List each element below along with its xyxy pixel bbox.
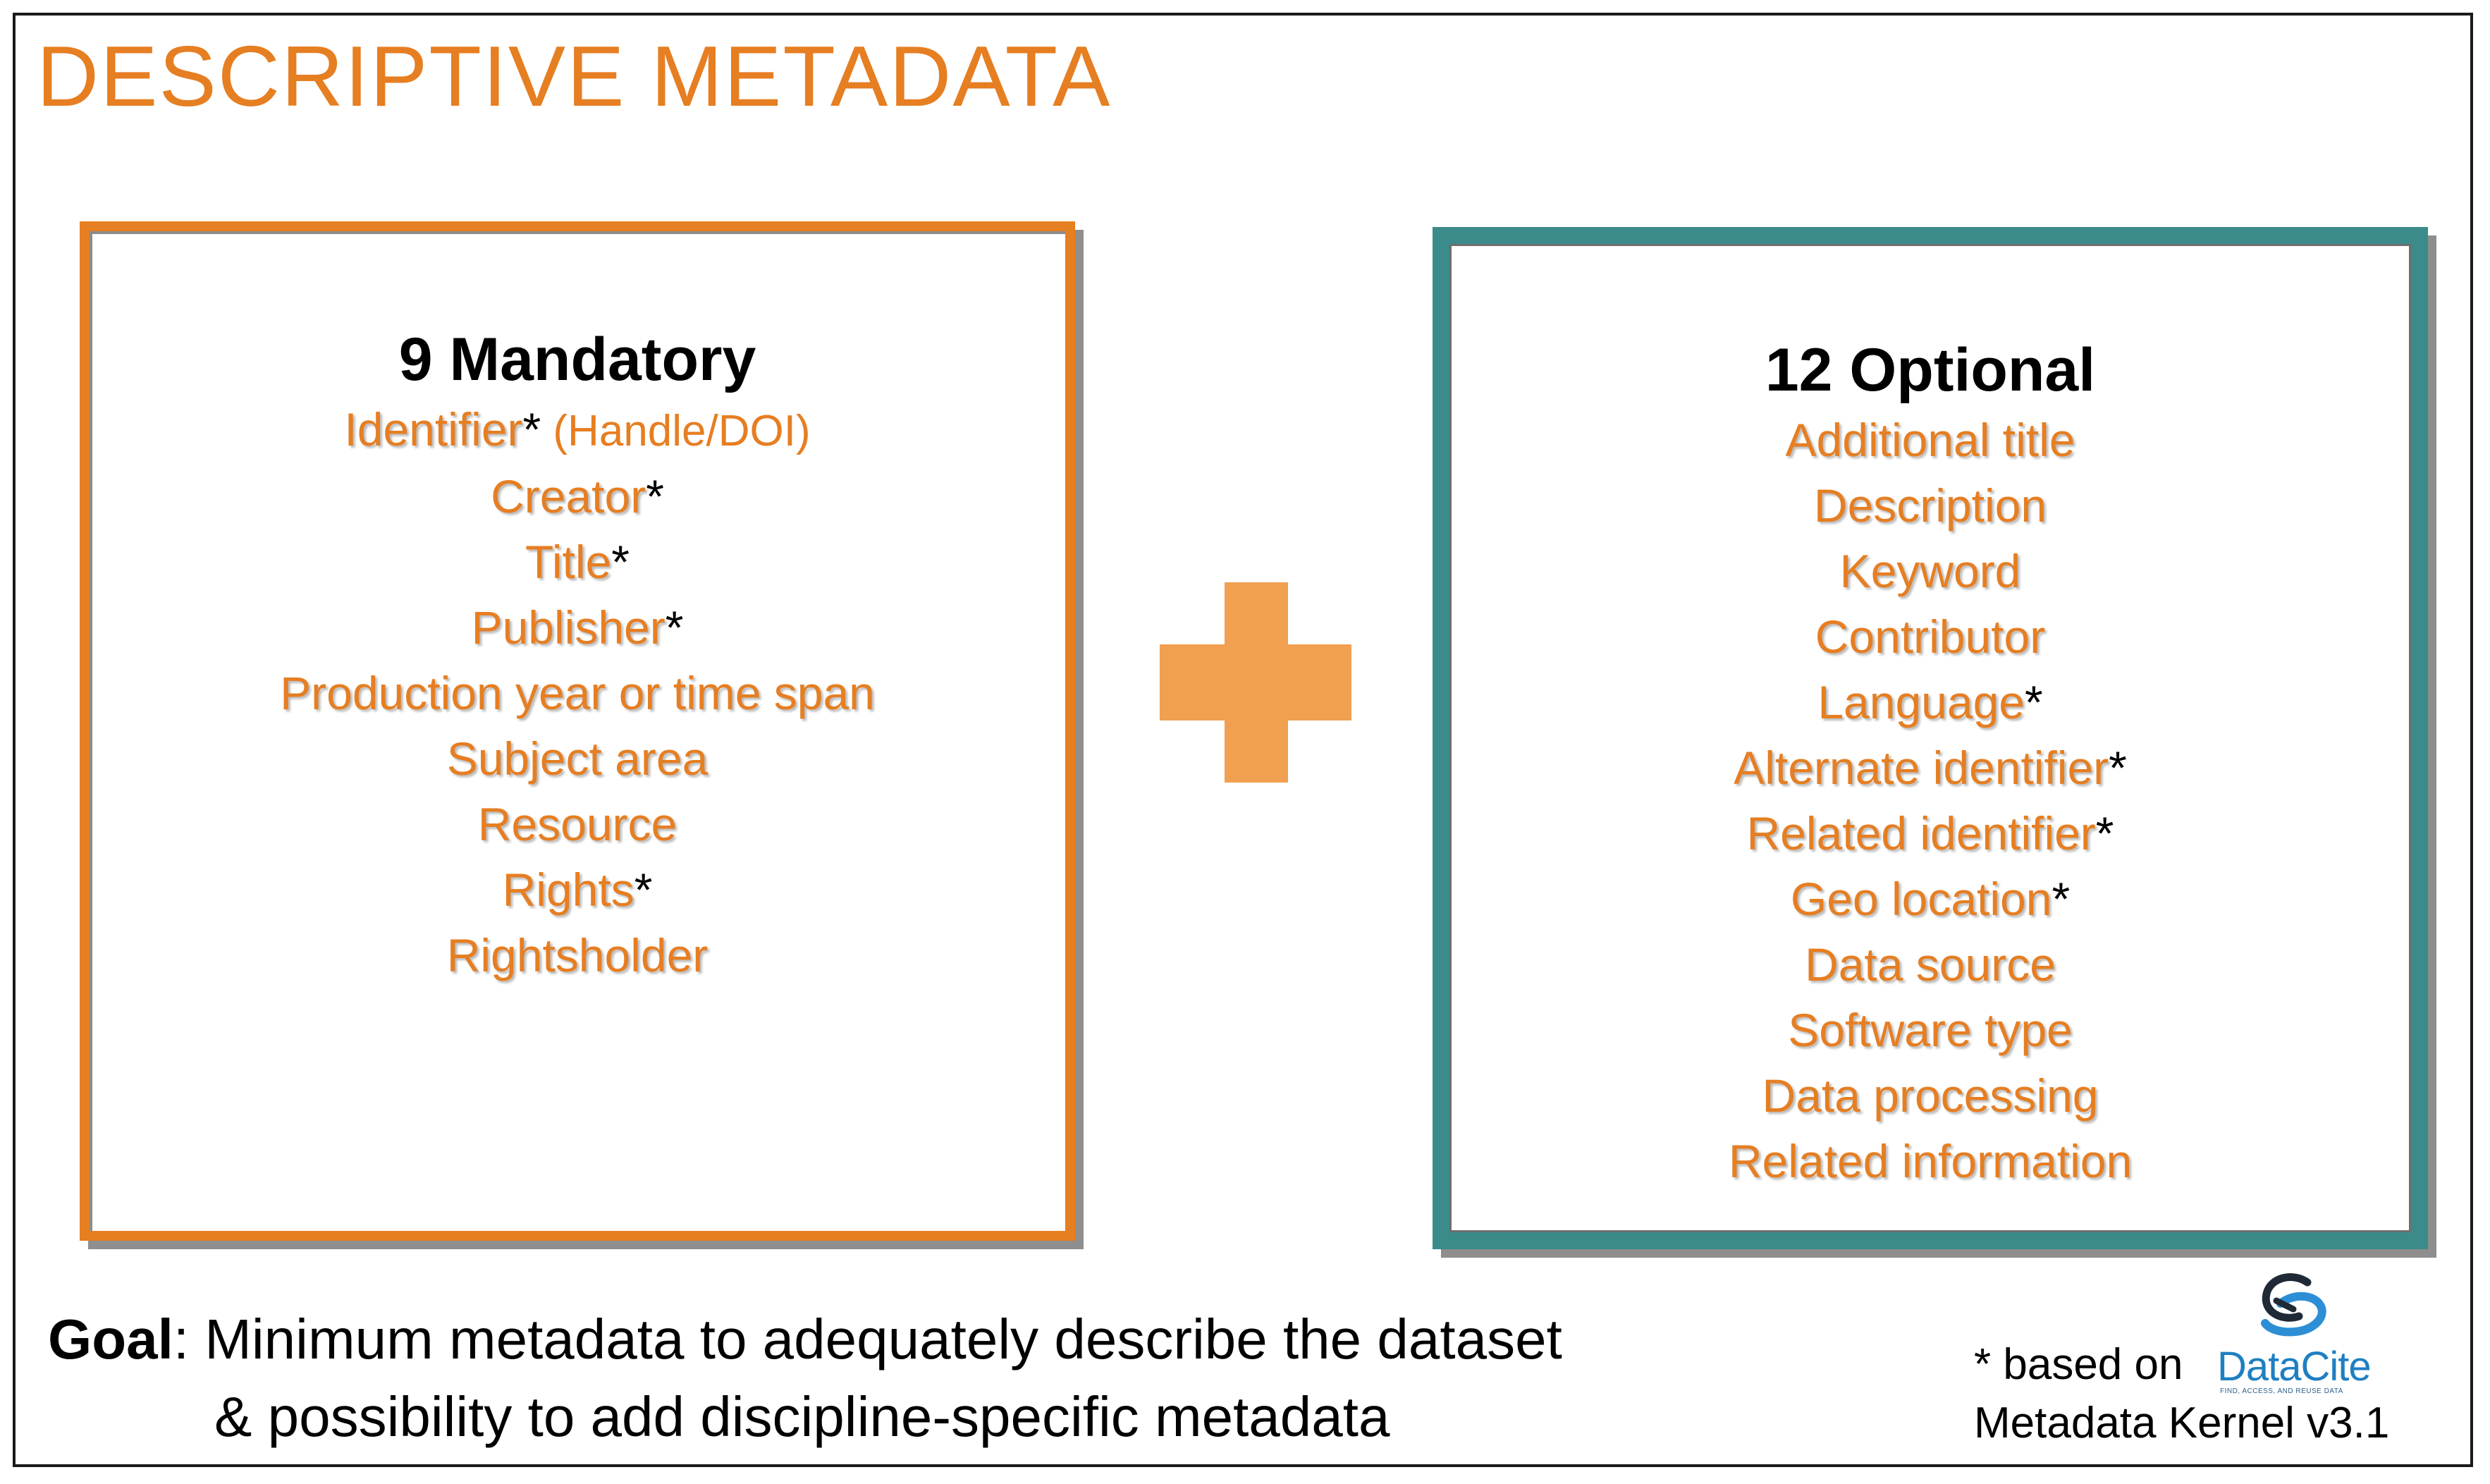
- asterisk-marker: *: [2109, 742, 2127, 794]
- mandatory-item: [90, 792, 1065, 857]
- optional-item: [1449, 473, 2411, 539]
- asterisk-marker: *: [646, 470, 664, 522]
- optional-box: [1433, 227, 2428, 1249]
- optional-item: [1449, 932, 2411, 998]
- mandatory-item-label: Subject area: [446, 732, 709, 785]
- plus-icon: [1160, 582, 1351, 783]
- mandatory-item-note: (Handle/DOI): [541, 407, 811, 455]
- asterisk-marker: *: [665, 601, 684, 654]
- datacite-tagline: FIND, ACCESS, AND REUSE DATA: [2220, 1387, 2343, 1395]
- mandatory-item: [90, 661, 1065, 726]
- mandatory-item-label: Title: [525, 536, 612, 588]
- optional-content: [1449, 333, 2411, 1194]
- optional-item-label: Contributor: [1815, 611, 2046, 663]
- goal-line-1: : Minimum metadata to adequately describe the dataset: [173, 1308, 1562, 1370]
- slide-title: DESCRIPTIVE METADATA: [37, 28, 1112, 124]
- optional-item-label: Language: [1817, 676, 2025, 728]
- optional-item: [1449, 998, 2411, 1063]
- mandatory-item-label: Production year or time span: [280, 667, 875, 719]
- mandatory-item-label: Identifier: [344, 403, 523, 455]
- asterisk-marker: *: [611, 536, 630, 588]
- optional-item-label: Related information: [1728, 1135, 2133, 1187]
- optional-item: [1449, 407, 2411, 473]
- goal-label: Goal: [48, 1308, 173, 1370]
- mandatory-content: [90, 323, 1065, 988]
- optional-item-label: Additional title: [1785, 414, 2075, 466]
- metadata-kernel-text: Metadata Kernel v3.1: [1974, 1399, 2390, 1447]
- datacite-wordmark: DataCite: [2217, 1344, 2371, 1390]
- optional-item-label: Alternate identifier: [1734, 742, 2109, 794]
- mandatory-item-label: Publisher: [471, 601, 666, 654]
- optional-item: [1449, 539, 2411, 604]
- asterisk-marker: *: [2095, 807, 2114, 859]
- asterisk-marker: *: [634, 864, 653, 916]
- datacite-swirl-icon: [2252, 1273, 2337, 1343]
- optional-heading: 12 Optional: [1765, 336, 2096, 404]
- credit-block: [1974, 1273, 2425, 1456]
- optional-list: [1449, 407, 2411, 1194]
- mandatory-item-label: Resource: [477, 798, 677, 850]
- optional-item: [1449, 1129, 2411, 1194]
- goal-line-2: & possibility to add discipline-specific metadata: [214, 1385, 1390, 1448]
- mandatory-box: [80, 221, 1075, 1241]
- optional-item: [1449, 1063, 2411, 1129]
- optional-item-label: Software type: [1788, 1004, 2073, 1056]
- asterisk-marker: *: [2052, 873, 2071, 925]
- mandatory-item: [90, 726, 1065, 792]
- optional-item: [1449, 866, 2411, 932]
- optional-item-label: Keyword: [1839, 545, 2021, 597]
- datacite-logo: [2217, 1273, 2379, 1395]
- optional-item: [1449, 670, 2411, 735]
- mandatory-heading: 9 Mandatory: [398, 326, 756, 393]
- mandatory-list: [90, 397, 1065, 988]
- optional-item: [1449, 604, 2411, 670]
- mandatory-item: [90, 464, 1065, 529]
- mandatory-item: [90, 857, 1065, 923]
- optional-item: [1449, 801, 2411, 866]
- asterisk-marker: *: [522, 403, 541, 455]
- mandatory-item-label: Creator: [491, 470, 646, 522]
- mandatory-item: [90, 529, 1065, 595]
- optional-item-label: Description: [1813, 479, 2047, 532]
- based-on-text: * based on: [1974, 1340, 2183, 1389]
- mandatory-item: [90, 397, 1065, 464]
- optional-item-label: Data processing: [1762, 1069, 2099, 1122]
- mandatory-item: [90, 923, 1065, 988]
- asterisk-marker: *: [2024, 676, 2043, 728]
- mandatory-item: [90, 595, 1065, 661]
- goal-statement: [48, 1301, 1562, 1456]
- optional-item: [1449, 735, 2411, 801]
- mandatory-item-label: Rightsholder: [446, 929, 709, 981]
- optional-item-label: Data source: [1805, 938, 2056, 991]
- mandatory-item-label: Rights: [502, 864, 634, 916]
- optional-item-label: Geo location: [1790, 873, 2052, 925]
- optional-item-label: Related identifier: [1746, 807, 2096, 859]
